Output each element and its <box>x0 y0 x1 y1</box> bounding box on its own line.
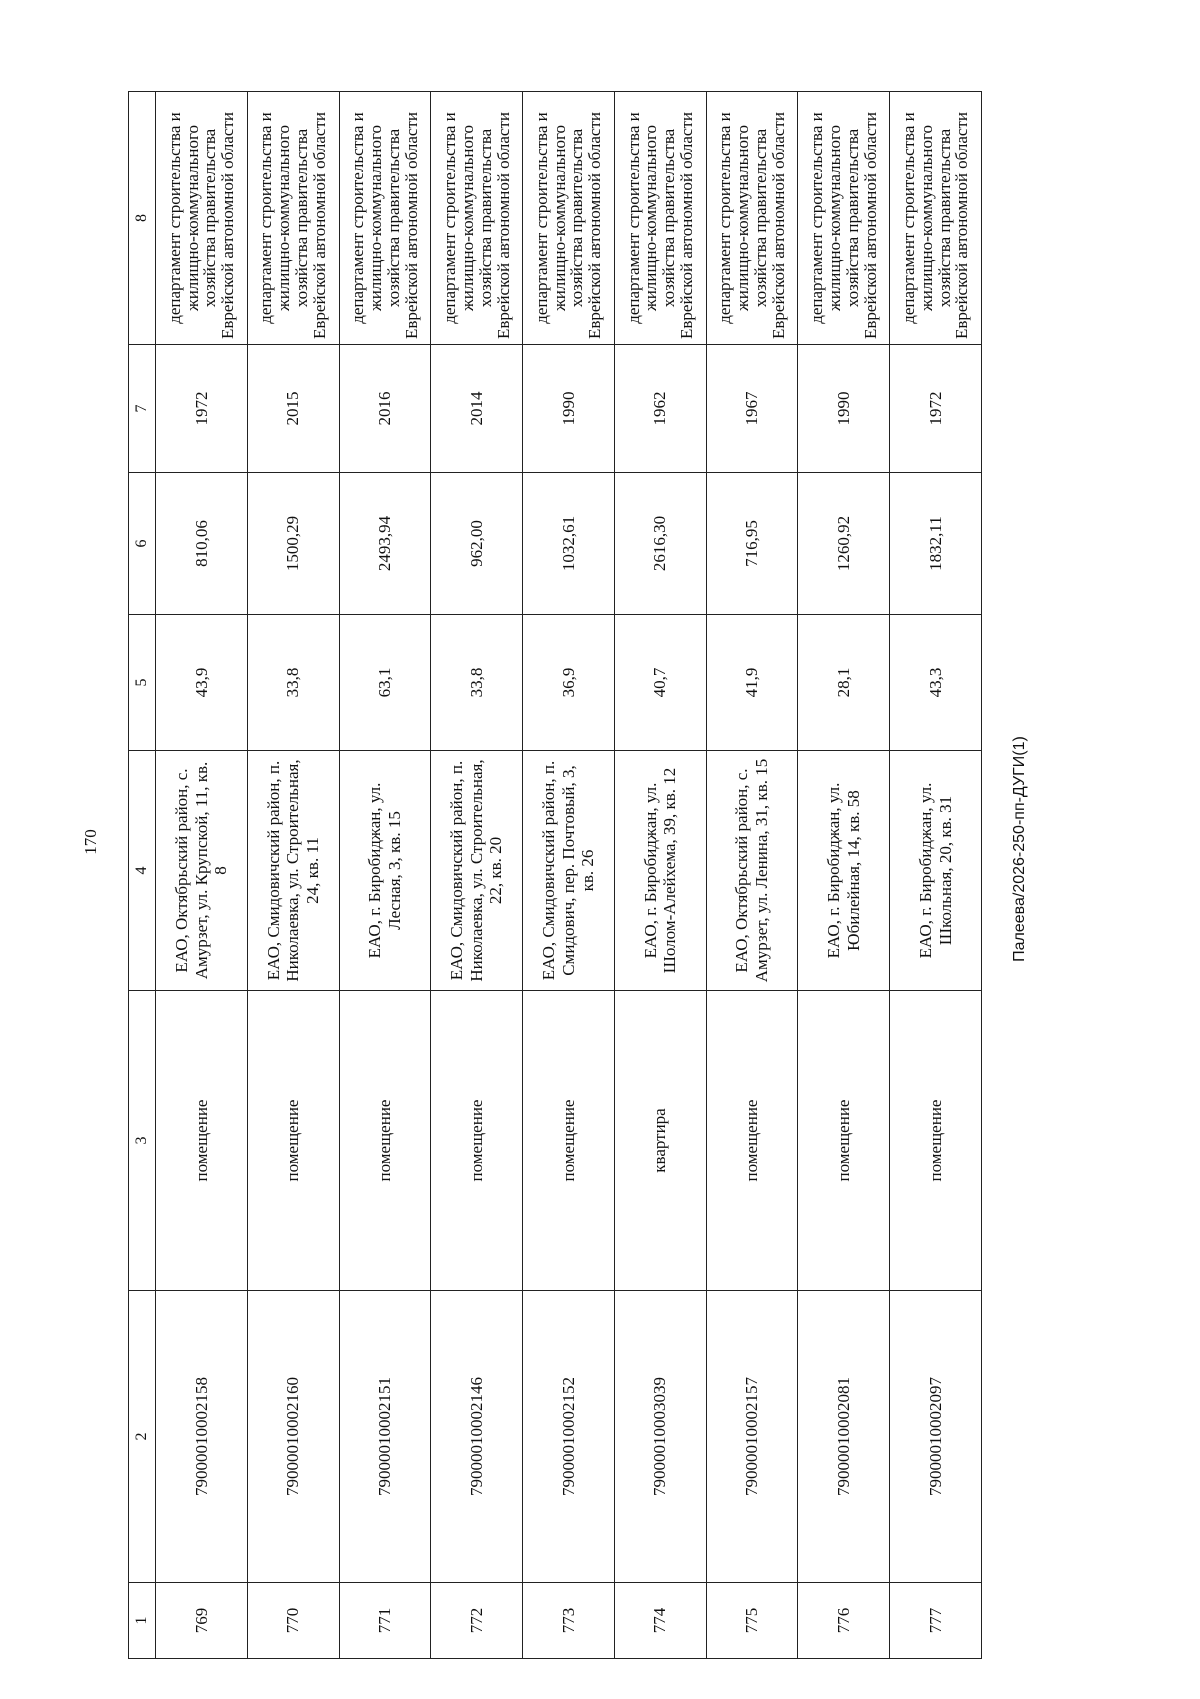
year: 1990 <box>798 345 890 473</box>
object-type: помещение <box>431 991 523 1291</box>
cadastral-number: 79000010002146 <box>431 1291 523 1583</box>
area: 63,1 <box>339 615 431 751</box>
row-number: 773 <box>523 1583 615 1659</box>
year: 1972 <box>156 345 248 473</box>
address: ЕАО, Смидовичский район, п. Николаевка, ул. Строительная, 22, кв. 20 <box>431 751 523 991</box>
object-type: помещение <box>798 991 890 1291</box>
year: 1967 <box>706 345 798 473</box>
cadastral-number: 79000010002157 <box>706 1291 798 1583</box>
holder: департамент строительства и жилищно-коммунального хозяйства правительства Еврейской автономной области <box>798 92 890 345</box>
area: 36,9 <box>523 615 615 751</box>
holder: департамент строительства и жилищно-коммунального хозяйства правительства Еврейской автономной области <box>339 92 431 345</box>
column-header-3: 3 <box>129 991 156 1291</box>
area: 41,9 <box>706 615 798 751</box>
row-number: 777 <box>890 1583 982 1659</box>
cadastral-number: 79000010002152 <box>523 1291 615 1583</box>
page-number: 170 <box>80 829 100 855</box>
year: 2015 <box>247 345 339 473</box>
address: ЕАО, г. Биробиджан, ул. Школьная, 20, кв. 31 <box>890 751 982 991</box>
table-row <box>431 92 523 1659</box>
holder: департамент строительства и жилищно-коммунального хозяйства правительства Еврейской автономной области <box>156 92 248 345</box>
holder: департамент строительства и жилищно-коммунального хозяйства правительства Еврейской автономной области <box>890 92 982 345</box>
cost: 2493,94 <box>339 473 431 615</box>
area: 43,3 <box>890 615 982 751</box>
address: ЕАО, Смидовичский район, п. Смидович, пер. Почтовый, 3, кв. 26 <box>523 751 615 991</box>
table-row <box>156 92 248 1659</box>
year: 2016 <box>339 345 431 473</box>
cost: 1500,29 <box>247 473 339 615</box>
area: 28,1 <box>798 615 890 751</box>
holder: департамент строительства и жилищно-коммунального хозяйства правительства Еврейской автономной области <box>247 92 339 345</box>
area: 43,9 <box>156 615 248 751</box>
cadastral-number: 79000010002097 <box>890 1291 982 1583</box>
column-number-row <box>129 92 156 1659</box>
object-type: помещение <box>156 991 248 1291</box>
cost: 2616,30 <box>614 473 706 615</box>
cadastral-number: 79000010002158 <box>156 1291 248 1583</box>
property-register-table <box>128 91 982 1659</box>
table-row <box>339 92 431 1659</box>
area: 40,7 <box>614 615 706 751</box>
row-number: 776 <box>798 1583 890 1659</box>
table-row <box>247 92 339 1659</box>
address: ЕАО, г. Биробиджан, ул. Юбилейная, 14, кв. 58 <box>798 751 890 991</box>
row-number: 775 <box>706 1583 798 1659</box>
cost: 962,00 <box>431 473 523 615</box>
year: 1972 <box>890 345 982 473</box>
area: 33,8 <box>247 615 339 751</box>
year: 1990 <box>523 345 615 473</box>
cost: 810,06 <box>156 473 248 615</box>
document-footer-code: Палеева/2026-250-пп-ДУГИ(1) <box>1011 736 1028 962</box>
cost: 1032,61 <box>523 473 615 615</box>
table-row <box>890 92 982 1659</box>
object-type: помещение <box>890 991 982 1291</box>
cadastral-number: 79000010002151 <box>339 1291 431 1583</box>
address: ЕАО, Смидовичский район, п. Николаевка, ул. Строительная, 24, кв. 11 <box>247 751 339 991</box>
holder: департамент строительства и жилищно-коммунального хозяйства правительства Еврейской автономной области <box>431 92 523 345</box>
cost: 1260,92 <box>798 473 890 615</box>
cadastral-number: 79000010002160 <box>247 1291 339 1583</box>
column-header-4: 4 <box>129 751 156 991</box>
column-header-7: 7 <box>129 345 156 473</box>
table-row <box>706 92 798 1659</box>
table-body <box>156 92 982 1659</box>
row-number: 770 <box>247 1583 339 1659</box>
object-type: помещение <box>339 991 431 1291</box>
year: 1962 <box>614 345 706 473</box>
column-header-6: 6 <box>129 473 156 615</box>
cadastral-number: 79000010003039 <box>614 1291 706 1583</box>
object-type: помещение <box>706 991 798 1291</box>
holder: департамент строительства и жилищно-коммунального хозяйства правительства Еврейской автономной области <box>523 92 615 345</box>
object-type: помещение <box>247 991 339 1291</box>
address: ЕАО, г. Биробиджан, ул. Шолом-Алейхема, 39, кв. 12 <box>614 751 706 991</box>
area: 33,8 <box>431 615 523 751</box>
column-header-1: 1 <box>129 1583 156 1659</box>
address: ЕАО, г. Биробиджан, ул. Лесная, 3, кв. 15 <box>339 751 431 991</box>
cost: 1832,11 <box>890 473 982 615</box>
cost: 716,95 <box>706 473 798 615</box>
table-row <box>614 92 706 1659</box>
row-number: 772 <box>431 1583 523 1659</box>
column-header-2: 2 <box>129 1291 156 1583</box>
row-number: 769 <box>156 1583 248 1659</box>
holder: департамент строительства и жилищно-коммунального хозяйства правительства Еврейской автономной области <box>614 92 706 345</box>
column-header-8: 8 <box>129 92 156 345</box>
table-row <box>798 92 890 1659</box>
address: ЕАО, Октябрьский район, с. Амурзет, ул. Крупской, 11, кв. 8 <box>156 751 248 991</box>
address: ЕАО, Октябрьский район, с. Амурзет, ул. Ленина, 31, кв. 15 <box>706 751 798 991</box>
holder: департамент строительства и жилищно-коммунального хозяйства правительства Еврейской автономной области <box>706 92 798 345</box>
rotated-table-container <box>128 92 982 1659</box>
year: 2014 <box>431 345 523 473</box>
row-number: 771 <box>339 1583 431 1659</box>
object-type: помещение <box>523 991 615 1291</box>
cadastral-number: 79000010002081 <box>798 1291 890 1583</box>
table-row <box>523 92 615 1659</box>
object-type: квартира <box>614 991 706 1291</box>
row-number: 774 <box>614 1583 706 1659</box>
column-header-5: 5 <box>129 615 156 751</box>
